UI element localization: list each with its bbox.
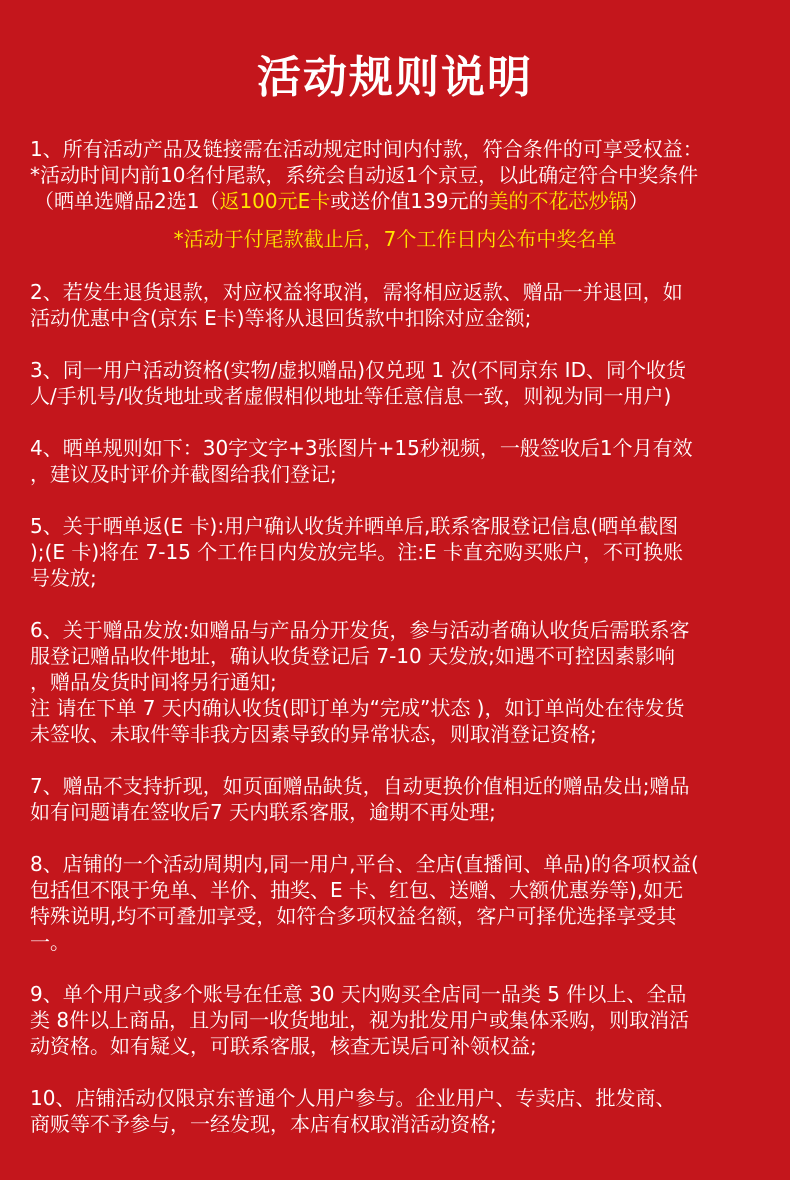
rule-line: 一。 xyxy=(30,930,70,954)
rule-1 xyxy=(30,136,760,214)
rule-1-line-2: *活动时间内前10名付尾款，系统会自动返1个京豆，以此确定符合中奖条件 xyxy=(30,163,699,187)
rule-5 xyxy=(30,513,760,591)
prize-or-text: 或送价值139元的 xyxy=(330,189,489,213)
rule-line: ，建议及时评价并截图给我们登记; xyxy=(30,462,337,486)
rule-line: 6、关于赠品发放:如赠品与产品分开发货，参与活动者确认收货后需联系客 xyxy=(30,618,690,642)
rule-2 xyxy=(30,279,760,331)
rule-line: 9、单个用户或多个账号在任意 30 天内购买全店同一品类 5 件以上、全品 xyxy=(30,982,687,1006)
rule-line: 包括但不限于免单、半价、抽奖、E 卡、红包、送赠、大额优惠券等),如无 xyxy=(30,878,684,902)
rule-line: 8、店铺的一个活动周期内,同一用户,平台、全店(直播间、单品)的各项权益( xyxy=(30,852,699,876)
rule-1-line-3 xyxy=(30,188,760,214)
rule-9 xyxy=(30,981,760,1059)
rule-line: 2、若发生退货退款，对应权益将取消，需将相应返款、赠品一并退回，如 xyxy=(30,280,683,304)
rule-line: 人/手机号/收货地址或者虚假相似地址等任意信息一致，则视为同一用户) xyxy=(30,384,672,408)
rule-line: 3、同一用户活动资格(实物/虚拟赠品)仅兑现 1 次(不同京东 ID、同个收货 xyxy=(30,358,686,382)
rule-line: 7、赠品不支持折现，如页面赠品缺货，自动更换价值相近的赠品发出;赠品 xyxy=(30,774,690,798)
rule-line: 特殊说明,均不可叠加享受，如符合多项权益名额，客户可择优选择享受其 xyxy=(30,904,677,928)
rule-line: 4、晒单规则如下：30字文字+3张图片+15秒视频，一般签收后1个月有效 xyxy=(30,436,693,460)
page-title: 活动规则说明 xyxy=(257,52,533,103)
prize-choice-suffix: ） xyxy=(628,189,649,213)
rule-line: 活动优惠中含(京东 E卡)等将从退回货款中扣除对应金额; xyxy=(30,306,532,330)
rule-line: 类 8件以上商品，且为同一收货地址，视为批发用户或集体采购，则取消活 xyxy=(30,1008,690,1032)
rule-7 xyxy=(30,773,760,825)
rule-line: 10、店铺活动仅限京东普通个人用户参与。企业用户、专卖店、批发商、 xyxy=(30,1086,676,1110)
rule-3 xyxy=(30,357,760,409)
rule-line: );(E 卡)将在 7-15 个工作日内发放完毕。注:E 卡直充购买账户，不可换账 xyxy=(30,540,683,564)
rule-4 xyxy=(30,435,760,487)
rule-line: 服登记赠品收件地址，确认收货登记后 7-10 天发放;如遇不可控因素影响 xyxy=(30,644,675,668)
rules-list xyxy=(30,279,760,1137)
rule-line: 商贩等不予参与，一经发现，本店有权取消活动资格; xyxy=(30,1112,497,1136)
prize-choice-prefix: （晒单选赠品2选1（ xyxy=(34,189,220,213)
rule-line: 未签收、未取件等非我方因素导致的异常状态，则取消登记资格; xyxy=(30,722,597,746)
rule-8 xyxy=(30,851,760,955)
wok-prize: 美的不花芯炒锅 xyxy=(488,189,629,213)
rule-6 xyxy=(30,617,760,747)
rule-10 xyxy=(30,1085,760,1137)
rule-line: 如有问题请在签收后7 天内联系客服，逾期不再处理; xyxy=(30,800,496,824)
rule-1-line-1: 1、所有活动产品及链接需在活动规定时间内付款，符合条件的可享受权益： xyxy=(30,137,703,161)
e-card-prize: 返100元E卡 xyxy=(219,189,331,213)
rule-line: 号发放; xyxy=(30,566,97,590)
rule-line: 5、关于晒单返(E 卡):用户确认收货并晒单后,联系客服登记信息(晒单截图 xyxy=(30,514,679,538)
rule-line: ，赠品发货时间将另行通知; xyxy=(30,670,277,694)
rule-line: 注 请在下单 7 天内确认收货(即订单为“完成”状态 )，如订单尚处在待发货 xyxy=(30,696,685,720)
rule-line: 动资格。如有疑义，可联系客服，核查无误后可补领权益; xyxy=(30,1034,537,1058)
winner-notice: *活动于付尾款截止后，7个工作日内公布中奖名单 xyxy=(173,227,617,251)
